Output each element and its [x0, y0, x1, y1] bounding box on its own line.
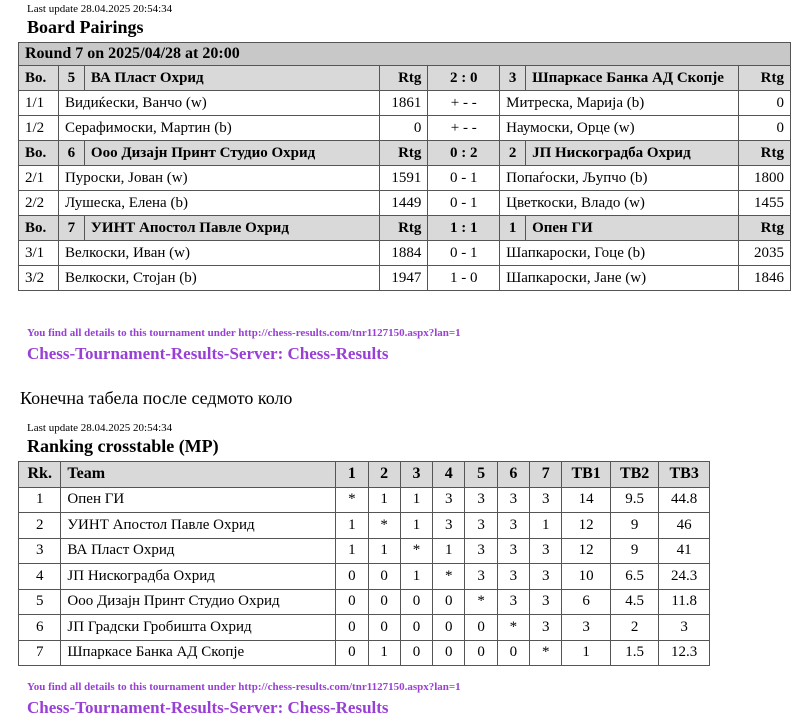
crosstable-header-cell: 6 — [497, 462, 529, 488]
rank-cell: 3 — [19, 538, 61, 564]
board-result: + - - — [428, 116, 500, 141]
black-player: Шапкароски, Јане (w) — [500, 266, 739, 291]
home-rating-header: Rtg — [380, 141, 428, 166]
team-cell: ЈП Нискоградба Охрид — [61, 564, 336, 590]
white-rating: 1449 — [380, 191, 428, 216]
crosstable-row — [19, 513, 710, 539]
white-rating: 1591 — [380, 166, 428, 191]
board-row — [19, 266, 791, 291]
rank-cell: 7 — [19, 640, 61, 666]
result-cell: 0 — [465, 615, 497, 641]
result-cell: 1 — [433, 538, 465, 564]
crosstable-header-cell: 4 — [433, 462, 465, 488]
crosstable-row — [19, 487, 710, 513]
team-cell: УИНТ Апостол Павле Охрид — [61, 513, 336, 539]
away-rating-header: Rtg — [739, 216, 791, 241]
board-number: 1/2 — [19, 116, 59, 141]
result-cell: 3 — [465, 513, 497, 539]
board-col-header: Bo. — [19, 141, 59, 166]
result-cell: 1 — [368, 640, 400, 666]
result-cell: 0 — [336, 589, 368, 615]
team-cell: Шпаркасе Банка АД Скопје — [61, 640, 336, 666]
board-row — [19, 91, 791, 116]
result-cell: 3 — [530, 538, 562, 564]
tb2-cell: 6.5 — [610, 564, 658, 590]
board-number: 2/1 — [19, 166, 59, 191]
white-rating: 1861 — [380, 91, 428, 116]
crosstable-header-cell: 5 — [465, 462, 497, 488]
result-cell: 3 — [497, 538, 529, 564]
match-header-row — [19, 216, 791, 241]
tb3-cell: 44.8 — [659, 487, 710, 513]
result-cell: 0 — [497, 640, 529, 666]
crosstable-header-cell: Team — [61, 462, 336, 488]
home-rating-header: Rtg — [380, 216, 428, 241]
rank-cell: 2 — [19, 513, 61, 539]
tb2-cell: 2 — [610, 615, 658, 641]
away-team-number: 1 — [500, 216, 526, 241]
section-heading: Конечна табела после седмото коло — [20, 388, 293, 408]
away-team-name: ЈП Нискоградба Охрид — [526, 141, 739, 166]
tb2-cell: 1.5 — [610, 640, 658, 666]
home-team-name: ВА Пласт Охрид — [84, 66, 380, 91]
match-score: 1 : 1 — [428, 216, 500, 241]
white-player: Велкоски, Иван (w) — [58, 241, 379, 266]
result-cell: 0 — [336, 615, 368, 641]
tb1-cell: 6 — [562, 589, 610, 615]
result-cell: 1 — [368, 487, 400, 513]
match-score: 0 : 2 — [428, 141, 500, 166]
rank-cell: 4 — [19, 564, 61, 590]
home-team-number: 5 — [58, 66, 84, 91]
match-header-row — [19, 66, 791, 91]
white-rating: 0 — [380, 116, 428, 141]
result-cell: 3 — [497, 589, 529, 615]
crosstable-header-cell: TB3 — [659, 462, 710, 488]
home-team-number: 6 — [58, 141, 84, 166]
result-cell: 0 — [336, 564, 368, 590]
white-player: Видиќески, Ванчо (w) — [58, 91, 379, 116]
crosstable-header-cell: Rk. — [19, 462, 61, 488]
board-result: 1 - 0 — [428, 266, 500, 291]
result-cell: * — [368, 513, 400, 539]
crosstable-row — [19, 640, 710, 666]
result-cell: * — [433, 564, 465, 590]
pairings-last-update: Last update 28.04.2025 20:54:34 — [27, 3, 173, 15]
tb1-cell: 12 — [562, 538, 610, 564]
crosstable-table — [18, 461, 710, 666]
result-cell: 1 — [368, 538, 400, 564]
white-rating: 1947 — [380, 266, 428, 291]
crosstable-row — [19, 615, 710, 641]
black-rating: 2035 — [739, 241, 791, 266]
result-cell: 3 — [465, 538, 497, 564]
board-result: 0 - 1 — [428, 166, 500, 191]
result-cell: 0 — [433, 640, 465, 666]
black-player: Наумоски, Орце (w) — [500, 116, 739, 141]
crosstable-row — [19, 538, 710, 564]
result-cell: 1 — [336, 538, 368, 564]
result-cell: 3 — [530, 589, 562, 615]
board-number: 2/2 — [19, 191, 59, 216]
tb1-cell: 10 — [562, 564, 610, 590]
result-cell: 0 — [368, 564, 400, 590]
tb3-cell: 3 — [659, 615, 710, 641]
crosstable-header-row — [19, 462, 710, 488]
away-rating-header: Rtg — [739, 141, 791, 166]
white-player: Лушеска, Елена (b) — [58, 191, 379, 216]
result-cell: 1 — [336, 513, 368, 539]
home-team-name: УИНТ Апостол Павле Охрид — [84, 216, 380, 241]
tb2-cell: 9.5 — [610, 487, 658, 513]
crosstable-header-cell: 1 — [336, 462, 368, 488]
tb1-cell: 12 — [562, 513, 610, 539]
round-label: Round 7 on 2025/04/28 at 20:00 — [19, 43, 791, 66]
black-rating: 1800 — [739, 166, 791, 191]
result-cell: * — [530, 640, 562, 666]
black-rating: 0 — [739, 116, 791, 141]
result-cell: 3 — [530, 564, 562, 590]
crosstable-header-cell: TB2 — [610, 462, 658, 488]
match-score: 2 : 0 — [428, 66, 500, 91]
board-result: 0 - 1 — [428, 241, 500, 266]
pairings-details-note: You find all details to this tournament under http://chess-results.com/tnr1127150.aspx?lan=1 — [27, 327, 461, 339]
tb2-cell: 9 — [610, 538, 658, 564]
tb3-cell: 46 — [659, 513, 710, 539]
match-header-row — [19, 141, 791, 166]
away-rating-header: Rtg — [739, 66, 791, 91]
result-cell: 3 — [433, 513, 465, 539]
crosstable-details-note: You find all details to this tournament under http://chess-results.com/tnr1127150.aspx?lan=1 — [27, 681, 461, 693]
board-row — [19, 241, 791, 266]
crosstable-row — [19, 589, 710, 615]
tb3-cell: 12.3 — [659, 640, 710, 666]
result-cell: 1 — [400, 564, 432, 590]
board-row — [19, 191, 791, 216]
result-cell: 3 — [465, 564, 497, 590]
result-cell: 0 — [368, 589, 400, 615]
team-cell: Ооо Дизајн Принт Студио Охрид — [61, 589, 336, 615]
crosstable-header-cell: 7 — [530, 462, 562, 488]
board-col-header: Bo. — [19, 216, 59, 241]
result-cell: 0 — [368, 615, 400, 641]
crosstable-last-update: Last update 28.04.2025 20:54:34 — [27, 422, 173, 434]
home-rating-header: Rtg — [380, 66, 428, 91]
result-cell: 0 — [400, 589, 432, 615]
round-header-row — [19, 43, 791, 66]
crosstable-header-cell: 2 — [368, 462, 400, 488]
home-team-name: Ооо Дизајн Принт Студио Охрид — [84, 141, 380, 166]
away-team-number: 3 — [500, 66, 526, 91]
result-cell: 1 — [400, 487, 432, 513]
result-cell: 3 — [497, 487, 529, 513]
result-cell: 0 — [400, 615, 432, 641]
tb3-cell: 41 — [659, 538, 710, 564]
away-team-name: Шпаркасе Банка АД Скопје — [526, 66, 739, 91]
tb3-cell: 24.3 — [659, 564, 710, 590]
board-number: 3/2 — [19, 266, 59, 291]
rank-cell: 5 — [19, 589, 61, 615]
crosstable-title: Ranking crosstable (MP) — [27, 436, 219, 456]
result-cell: 3 — [433, 487, 465, 513]
board-number: 3/1 — [19, 241, 59, 266]
away-team-number: 2 — [500, 141, 526, 166]
pairings-table — [18, 42, 791, 291]
black-player: Попаѓоски, Љупчо (b) — [500, 166, 739, 191]
crosstable-site-link[interactable]: Chess-Tournament-Results-Server: Chess-Results — [27, 698, 389, 717]
result-cell: 1 — [400, 513, 432, 539]
away-team-name: Опен ГИ — [526, 216, 739, 241]
black-rating: 0 — [739, 91, 791, 116]
result-cell: * — [497, 615, 529, 641]
white-player: Велкоски, Стојан (b) — [58, 266, 379, 291]
pairings-site-link[interactable]: Chess-Tournament-Results-Server: Chess-Results — [27, 344, 389, 363]
white-player: Серафимоски, Мартин (b) — [58, 116, 379, 141]
tb1-cell: 3 — [562, 615, 610, 641]
result-cell: 3 — [497, 513, 529, 539]
pairings-title: Board Pairings — [27, 17, 144, 37]
result-cell: 1 — [530, 513, 562, 539]
team-cell: ВА Пласт Охрид — [61, 538, 336, 564]
team-cell: Опен ГИ — [61, 487, 336, 513]
result-cell: 3 — [530, 615, 562, 641]
black-player: Митреска, Марија (b) — [500, 91, 739, 116]
board-row — [19, 116, 791, 141]
result-cell: 0 — [336, 640, 368, 666]
tb1-cell: 1 — [562, 640, 610, 666]
result-cell: 3 — [497, 564, 529, 590]
rank-cell: 1 — [19, 487, 61, 513]
crosstable-row — [19, 564, 710, 590]
result-cell: 3 — [465, 487, 497, 513]
board-col-header: Bo. — [19, 66, 59, 91]
tb2-cell: 4.5 — [610, 589, 658, 615]
board-row — [19, 166, 791, 191]
crosstable-header-cell: TB1 — [562, 462, 610, 488]
tb3-cell: 11.8 — [659, 589, 710, 615]
result-cell: 3 — [530, 487, 562, 513]
result-cell: 0 — [465, 640, 497, 666]
tb1-cell: 14 — [562, 487, 610, 513]
result-cell: 0 — [433, 615, 465, 641]
result-cell: 0 — [400, 640, 432, 666]
board-number: 1/1 — [19, 91, 59, 116]
result-cell: * — [400, 538, 432, 564]
board-result: + - - — [428, 91, 500, 116]
crosstable-header-cell: 3 — [400, 462, 432, 488]
black-rating: 1846 — [739, 266, 791, 291]
black-player: Цветкоски, Владо (w) — [500, 191, 739, 216]
result-cell: * — [465, 589, 497, 615]
tb2-cell: 9 — [610, 513, 658, 539]
black-player: Шапкароски, Гоце (b) — [500, 241, 739, 266]
white-player: Пуроски, Јован (w) — [58, 166, 379, 191]
home-team-number: 7 — [58, 216, 84, 241]
rank-cell: 6 — [19, 615, 61, 641]
result-cell: * — [336, 487, 368, 513]
team-cell: ЈП Градски Гробишта Охрид — [61, 615, 336, 641]
board-result: 0 - 1 — [428, 191, 500, 216]
white-rating: 1884 — [380, 241, 428, 266]
black-rating: 1455 — [739, 191, 791, 216]
result-cell: 0 — [433, 589, 465, 615]
